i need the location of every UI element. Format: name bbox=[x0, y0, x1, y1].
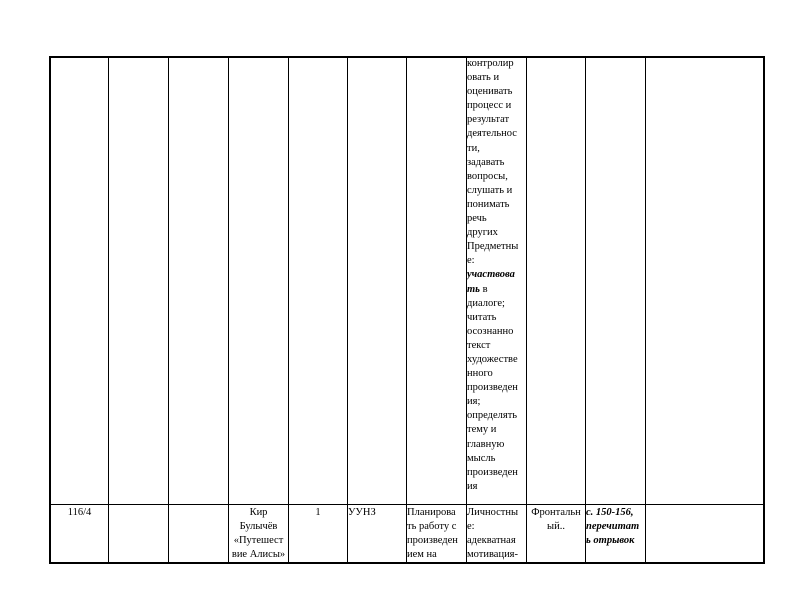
text-line bbox=[467, 283, 526, 297]
row2-topic-cell bbox=[229, 506, 288, 562]
text-line: определять bbox=[467, 410, 518, 422]
text-line: речь bbox=[467, 213, 487, 225]
lesson-number: 116/4 bbox=[67, 507, 92, 518]
text-line: читать bbox=[467, 311, 497, 323]
text-line: мысль bbox=[467, 452, 496, 464]
text-line: осознанно bbox=[467, 325, 514, 337]
text-line: других bbox=[467, 227, 498, 239]
col-border bbox=[168, 56, 169, 564]
row2-homework-cell bbox=[586, 506, 645, 562]
text-line: ть работу с bbox=[407, 521, 457, 533]
text-line: адекватная bbox=[467, 535, 516, 547]
text-line: Личностны bbox=[467, 507, 519, 518]
text-line: Планирова bbox=[407, 507, 456, 518]
text-line: «Путешест bbox=[233, 535, 284, 547]
text-line: произведен bbox=[467, 382, 518, 394]
text-line: нного bbox=[467, 368, 493, 380]
col-border bbox=[49, 56, 51, 564]
col-border bbox=[288, 56, 289, 564]
text-line: ый.. bbox=[547, 521, 565, 533]
col-border bbox=[108, 56, 109, 564]
text-line: деятельнос bbox=[467, 128, 517, 140]
table-bottom-border bbox=[49, 562, 765, 564]
text-line: ти, bbox=[467, 142, 480, 154]
text-line: контролир bbox=[467, 58, 514, 69]
text-line: задавать bbox=[467, 156, 505, 168]
row-divider bbox=[49, 504, 765, 505]
italic-fragment: ть bbox=[467, 283, 480, 295]
col-border bbox=[347, 56, 348, 564]
row2-results-cell bbox=[467, 506, 526, 562]
text-line: мотивация- bbox=[467, 549, 519, 561]
plain-fragment: в bbox=[479, 283, 488, 295]
row2-form-cell bbox=[527, 506, 585, 562]
text-line: результат bbox=[467, 114, 510, 126]
row2-number-cell bbox=[51, 506, 108, 562]
row1-results-cell bbox=[467, 57, 526, 504]
text-line: е: bbox=[467, 521, 475, 533]
text-line: главную bbox=[467, 438, 505, 450]
text-line: перечитат bbox=[586, 521, 640, 533]
row2-hours-cell bbox=[289, 506, 347, 562]
text-line: вие Алисы» bbox=[231, 549, 286, 561]
text-line: с. 150-156, bbox=[586, 507, 634, 518]
text-line: понимать bbox=[467, 198, 510, 210]
text-line: Предметны bbox=[467, 241, 519, 253]
col-border bbox=[406, 56, 407, 564]
text-line: ием на bbox=[407, 549, 437, 561]
text-line: диалоге; bbox=[467, 297, 505, 309]
text-line: текст bbox=[467, 339, 491, 351]
text-line: Булычёв bbox=[239, 521, 278, 533]
text-line: ия; bbox=[467, 396, 481, 408]
col-border bbox=[763, 56, 765, 564]
text-line: ия bbox=[467, 480, 478, 492]
text-line: произведен bbox=[467, 466, 518, 478]
lesson-plan-table bbox=[49, 56, 765, 564]
col-border bbox=[585, 56, 586, 564]
text-line: художестве bbox=[467, 353, 518, 365]
text-line: Фронтальн bbox=[531, 507, 581, 518]
row2-lesson-type-cell bbox=[348, 506, 406, 562]
text-line: е: bbox=[467, 255, 475, 267]
hours-value: 1 bbox=[315, 507, 321, 518]
table-top-border bbox=[49, 56, 765, 58]
text-line-italic: участвова bbox=[467, 269, 515, 281]
text-line: Кир bbox=[249, 507, 268, 518]
text-line: оценивать bbox=[467, 86, 513, 98]
row2-activity-cell bbox=[407, 506, 466, 562]
col-border bbox=[645, 56, 646, 564]
text-line: овать и bbox=[467, 72, 500, 84]
col-border bbox=[228, 56, 229, 564]
text-line: тему и bbox=[467, 424, 497, 436]
text-line: ь отрывок bbox=[586, 535, 635, 547]
text-line: слушать и bbox=[467, 184, 513, 196]
text-line: процесс и bbox=[467, 100, 512, 112]
lesson-type: УУНЗ bbox=[348, 507, 376, 518]
col-border bbox=[526, 56, 527, 564]
text-line: вопросы, bbox=[467, 170, 508, 182]
text-line: произведен bbox=[407, 535, 458, 547]
